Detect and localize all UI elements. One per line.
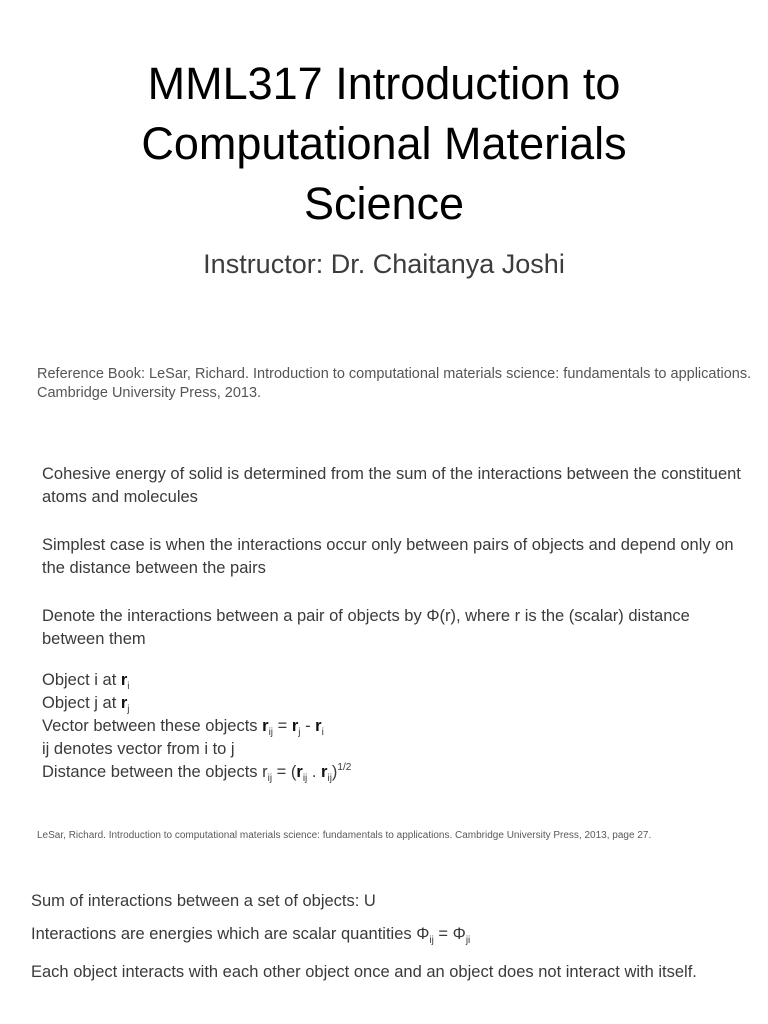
definition-text: Object i at [42, 671, 121, 689]
operator: = [273, 717, 292, 735]
subscript: j [127, 704, 130, 715]
operator: - [300, 717, 316, 735]
definitions-block [42, 669, 752, 784]
definition-vector [42, 715, 752, 738]
definition-text: Distance between the objects [42, 763, 263, 781]
subscript: ij [302, 773, 308, 784]
reference-book: Reference Book: LeSar, Richard. Introduction to computational materials science: fundamentals to applications. Cambridge University Press, 2013. [37, 366, 752, 401]
scalar-symbol: r [262, 763, 268, 781]
paragraph-simplest-case: Simplest case is when the interactions occur only between pairs of objects and depend only on the distance between the pairs [42, 536, 734, 577]
instructor-line: Instructor: Dr. Chaitanya Joshi [203, 249, 565, 279]
line-text: Interactions are energies which are scalar quantities [31, 925, 417, 943]
vector-symbol: r [262, 717, 269, 735]
sum-interactions-line: Sum of interactions between a set of objects: U [31, 892, 376, 910]
subscript: ij [268, 727, 274, 738]
paragraph-cohesive-energy: Cohesive energy of solid is determined from the sum of the interactions between the constituent atoms and molecules [42, 465, 741, 506]
definition-object-i [42, 669, 752, 692]
vector-symbol: r [120, 694, 128, 712]
phi-symbol: Φ [452, 925, 466, 943]
title-line-1: MML317 Introduction to [147, 58, 621, 109]
paragraph-pair-interaction: Denote the interactions between a pair of objects by Φ(r), where r is the (scalar) distance between them [42, 607, 690, 648]
definition-text: Vector between these objects [42, 717, 263, 735]
each-object-line: Each object interacts with each other object once and an object does not interact with itself. [31, 963, 697, 981]
vector-symbol: r [321, 763, 328, 781]
operator: = [433, 925, 453, 943]
operator: = [272, 763, 291, 781]
subscript: ij [429, 935, 434, 946]
subscript: ij [327, 773, 332, 784]
vector-symbol: r [291, 717, 299, 735]
subscript: i [321, 727, 324, 738]
subscript: i [127, 681, 130, 692]
subscript: j [298, 727, 301, 738]
title-line-2: Computational Materials [141, 118, 627, 169]
definition-object-j [42, 692, 752, 715]
superscript: 1/2 [337, 762, 352, 773]
scalar-interactions-line [31, 923, 751, 946]
paren: ) [331, 763, 338, 781]
slide-title [0, 54, 768, 234]
phi-symbol: Φ [416, 925, 430, 943]
subscript: ji [465, 935, 471, 946]
citation: LeSar, Richard. Introduction to computational materials science: fundamentals to applications. Cambridge University Press, 2013, page 27. [37, 830, 652, 841]
paren: ( [290, 763, 297, 781]
definition-text: Object j at [42, 694, 121, 712]
title-line-3: Science [303, 178, 465, 229]
definition-ij: ij denotes vector from i to j [42, 740, 235, 758]
operator: . [307, 763, 322, 781]
definition-distance [42, 761, 752, 784]
vector-symbol: r [315, 717, 322, 735]
vector-symbol: r [120, 671, 128, 689]
subscript: ij [267, 773, 273, 784]
vector-symbol: r [296, 763, 303, 781]
